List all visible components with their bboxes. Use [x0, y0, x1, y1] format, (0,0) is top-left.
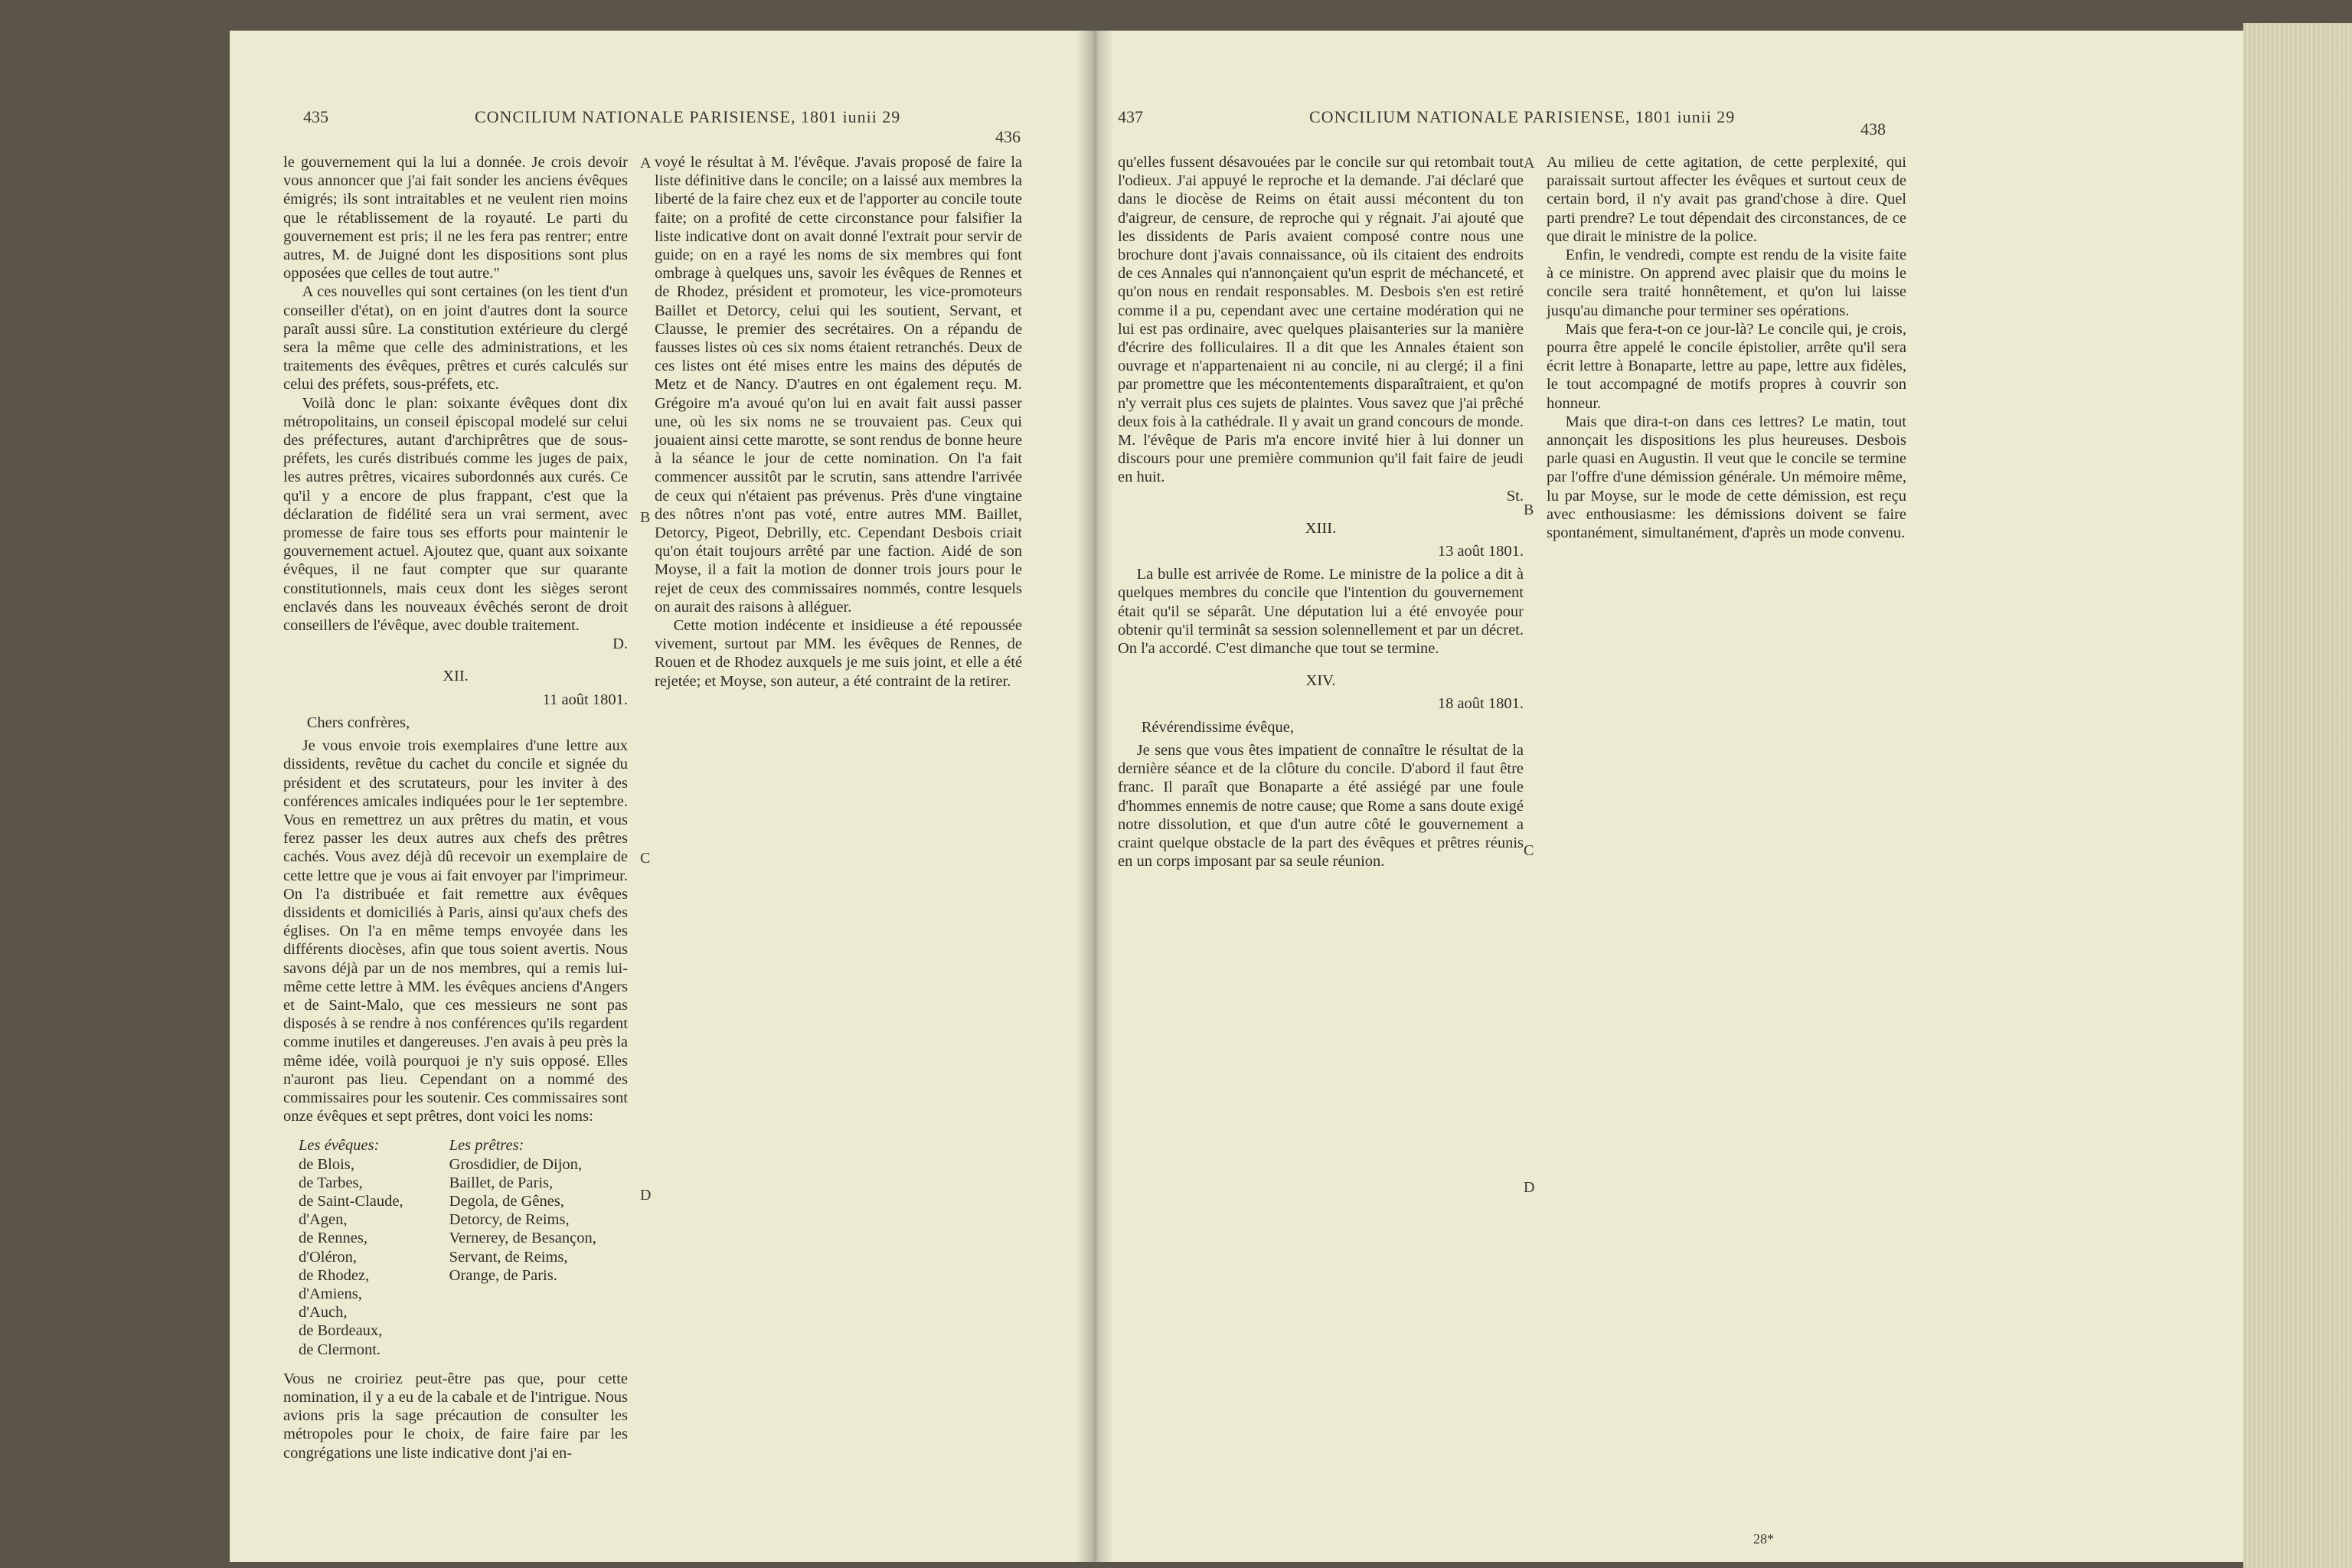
salutation: Révérendissime évêque, — [1141, 718, 1294, 736]
list-item: d'Auch, — [299, 1304, 348, 1321]
list-item: de Bordeaux, — [299, 1322, 383, 1340]
paragraph: La bulle est arrivée de Rome. Le ministre de la police a dit à quelques membres du concile que l'intention du gouvernement était qu'il se séparât. Une députation lui a été envoyée pour obtenir qu'il terminât sa session solennellement et par un décret. On l'a accordé. C'est dimanche que tout se termine. — [1118, 566, 1524, 658]
signature: St. — [1506, 487, 1524, 505]
list-item: Vernerey, de Besançon, — [449, 1230, 596, 1247]
margin-letter-c: C — [1524, 842, 1534, 859]
list-item: de Rennes, — [299, 1230, 368, 1247]
section-heading-xii: XII. — [443, 668, 469, 685]
paragraph: A ces nouvelles qui sont certaines (on les tient d'un conseiller d'état), on en joint d'autres dont la source paraît aussi sûre. La constitution extérieure du clergé sera la même que celle des administrations, et les traitements des évêques, prêtres et curés calculés sur celui des préfets, sous-préfets, etc. — [283, 283, 628, 394]
list-item: Servant, de Reims, — [449, 1248, 568, 1266]
section-heading-xiv: XIV. — [1305, 672, 1336, 690]
left-page — [230, 31, 1095, 1562]
right-page — [1095, 31, 2243, 1562]
list-item: d'Agen, — [299, 1211, 348, 1229]
page-number-437: 437 — [1118, 107, 1143, 126]
column-437 — [1118, 153, 1524, 871]
priests-heading: Les prêtres: — [449, 1137, 524, 1155]
running-head-left: CONCILIUM NATIONALE PARISIENSE, 1801 iunii 29 — [475, 107, 901, 126]
letter-date: 11 août 1801. — [542, 691, 628, 708]
list-item: de Tarbes, — [299, 1174, 363, 1191]
list-item: Orange, de Paris. — [449, 1266, 557, 1284]
list-item: Degola, de Gênes, — [449, 1192, 564, 1210]
paragraph: Vous ne croiriez peut-être pas que, pour cette nomination, il y a eu de la cabale et de l'intrigue. Nous avions pris la sage précaution de consulter les métropoles pour le choix, de faire faire par les congrégations une liste indicative dont j'ai en- — [283, 1370, 628, 1462]
margin-letter-d: D — [1524, 1179, 1535, 1196]
page-number-435: 435 — [303, 107, 328, 126]
margin-letter-d: D — [640, 1187, 652, 1204]
margin-letter-a: A — [640, 155, 652, 172]
paragraph: Mais que fera-t-on ce jour-là? Le concile qui, je crois, pourra être appelé le concile épistolier, arrête qu'il sera écrit lettre à Bonaparte, lettre au pape, lettre aux fidèles, le tout accompagné de motifs propres à couvrir son honneur. — [1547, 320, 1906, 412]
column-436 — [655, 153, 1022, 691]
margin-letter-c: C — [640, 850, 651, 867]
letter-date: 13 août 1801. — [1437, 543, 1524, 560]
list-item: de Blois, — [299, 1155, 354, 1173]
list-item: de Saint-Claude, — [299, 1192, 403, 1210]
book-gutter — [1076, 31, 1114, 1562]
paragraph: Au milieu de cette agitation, de cette perplexité, qui paraissait surtout affecter les évêques et surtout ceux de certain bord, il n'y avait pas grand'chose à dire. Quel parti prendre? Le tout dépendait des circonstances, de ce que dirait le ministre de la police. — [1547, 154, 1906, 245]
margin-letter-a: A — [1524, 155, 1535, 172]
list-item: d'Oléron, — [299, 1248, 357, 1266]
paragraph: Je vous envoie trois exemplaires d'une lettre aux dissidents, revêtue du cachet du concile et signée du président et des scrutateurs, pour les inviter à des conférences amicales indiquées pour le 1er septembre. Vous en remettrez un aux prêtres du matin, et vous ferez passer les deux autres aux chefs des prêtres cachés. Vous avez déjà dû recevoir un exemplaire de cette lettre que je vous ai fait envoyer par l'imprimeur. On l'a distribuée et fait remettre aux évêques dissidents et domiciliés à Paris, ainsi qu'aux chefs des églises. On l'a en même temps envoyée dans les différents diocèses, afin que tous soient avertis. Nous savons déjà par un de nos membres, qui a remis lui-même cette lettre à MM. les évêques anciens d'Angers et de Saint-Malo, que ces messieurs ne sont pas disposés à se rendre à nos conférences qu'ils regardent comme inutiles et dangereuses. J'en avais à peu près la même idée, voilà pourquoi je n'y suis opposé. Elles n'auront pas lieu. Cependant on a nommé des commissaires pour les soutenir. Ces commissaires sont onze évêques et sept prêtres, dont voici les noms: — [283, 737, 628, 1125]
list-item: d'Amiens, — [299, 1285, 362, 1302]
running-head-right: CONCILIUM NATIONALE PARISIENSE, 1801 iunii 29 — [1309, 107, 1736, 126]
signature-mark: 28* — [1753, 1531, 1774, 1547]
paragraph: voyé le résultat à M. l'évêque. J'avais proposé de faire la liste définitive dans le concile; on a laissé aux membres la liberté de la faire chez eux et de l'apporter au concile toute faite; on a profité de cette circonstance pour falsifier la liste indicative dont on avait donné l'extrait pour servir de guide; on en a rayé les noms de six membres qui font ombrage à quelques uns, savoir les évêques de Rennes et de Rhodez, président et promoteur, les vice-promoteurs Baillet et Detorcy, celui qui les soutient, Servant, et Clausse, le premier des secrétaires. On a répandu de fausses listes où ces six noms étaient retranchés. Deux de ces listes ont été mises entre les mains des députés de Metz et de Nancy. D'autres en ont également reçu. M. Grégoire m'a avoué qu'on lui en avait fait aussi passer une, où les six noms ne se trouvaient pas. Ceux qui jouaient ainsi cette marotte, se sont rendus de bonne heure à la séance le jour de cette nomination. On l'a fait commencer aussitôt par le scrutin, sans attendre l'arrivée de ceux qui n'étaient pas prévenus. Près d'une vingtaine des nôtres n'ont pas voté, entre autres MM. Baillet, Detorcy, Pigeot, Debrilly, etc. Cependant Desbois criait qu'on était toujours arrêté par une faction. Aidé de son Moyse, il a fait la motion de donner trois jours pour le rejet de ceux des commissaires nommés, contre lesquels on aurait des raisons à alléguer. — [655, 154, 1022, 616]
list-item: de Clermont. — [299, 1341, 381, 1358]
salutation: Chers confrères, — [306, 714, 410, 731]
list-item: Grosdidier, de Dijon, — [449, 1155, 583, 1173]
section-heading-xiii: XIII. — [1305, 519, 1337, 537]
paragraph: Mais que dira-t-on dans ces lettres? Le matin, tout annonçait les dispositions les plus heureuses. Desbois parle quasi en Augustin. Il veut que le concile se termine par l'offre d'une démission générale. Un mémoire même, lu par Moyse, sur le mode de cette démission, est reçu avec enthousiasme: les démissions doivent se faire spontanément, simultanément, d'après un mode convenu. — [1547, 413, 1906, 542]
paragraph: Voilà donc le plan: soixante évêques dont dix métropolitains, un conseil épiscopal modelé sur celui des préfectures, autant d'archiprêtres que de sous-préfets, les curés distribués comme les juges de paix, les autres prêtres, vicaires subordonnés aux curés. Ce qu'il y a encore de plus frappant, c'est que la déclaration de fidélité sera un vrai serment, avec promesse de faire tous ses efforts pour maintenir le gouvernement actuel. Ajoutez que, quant aux soixante évêques, il ne faut compter que sur quarante constitutionnels, mais ceux dont les sièges seront enclavés dans les nouveaux évêchés seront de droit conseillers de l'évêque, avec double traitement. — [283, 394, 628, 635]
bishops-heading: Les évêques: — [299, 1137, 380, 1155]
commissioners-list — [299, 1136, 628, 1358]
margin-letter-b: B — [640, 509, 651, 526]
paragraph: Cette motion indécente et insidieuse a été repoussée vivement, surtout par MM. les évêques de Rennes, de Rouen et de Rhodez auxquels je me suis joint, et elle a été rejetée; et Moyse, son auteur, a été contraint de la retirer. — [655, 617, 1022, 690]
paragraph: le gouvernement qui la lui a donnée. Je crois devoir vous annoncer que j'ai fait sonder les anciens évêques émigrés; ils sont intraitables et ne veulent rien moins que le rétablissement de la royauté. Le parti du gouvernement est pris; il ne les fera pas rentrer; entre autres, M. de Juigné dont les dispositions sont plus opposées que celles de tout autre." — [283, 154, 628, 283]
page-number-436: 436 — [995, 127, 1021, 146]
paragraph: Enfin, le vendredi, compte est rendu de la visite faite à ce ministre. On apprend avec plaisir que du moins le concile sera traité honnêtement, et qu'on lui laisse jusqu'au dimanche pour terminer ses opérations. — [1547, 247, 1906, 319]
column-438 — [1547, 153, 1906, 542]
signature: D. — [612, 635, 628, 653]
column-435 — [283, 153, 628, 1462]
page-number-438: 438 — [1860, 119, 1886, 139]
letter-date: 18 août 1801. — [1437, 695, 1524, 713]
priests-list — [449, 1136, 596, 1358]
margin-letter-b: B — [1524, 501, 1534, 518]
bishops-list — [299, 1136, 403, 1358]
list-item: de Rhodez, — [299, 1266, 370, 1284]
paragraph: Je sens que vous êtes impatient de connaître le résultat de la dernière séance et de la clôture du concile. D'abord il faut être franc. Il paraît que Bonaparte a été assiégé par une foule d'hommes ennemis de notre cause; que Rome a sans doute exigé notre dissolution, et que d'un autre côté le gouvernement a craint quelque obstacle de la part des évêques et prêtres réunis en un corps imposant par sa seule réunion. — [1118, 741, 1524, 871]
page-edges — [2243, 23, 2352, 1568]
list-item: Baillet, de Paris, — [449, 1174, 554, 1191]
list-item: Detorcy, de Reims, — [449, 1211, 570, 1229]
paragraph: qu'elles fussent désavouées par le concile sur qui retombait tout l'odieux. J'ai appuyé le reproche et la demande. J'ai déclaré que dans le diocèse de Reims on était aussi mécontent du ton d'aigreur, de censure, de reproche qui y régnait. J'ai ajouté que les dissidents de Paris avaient composé contre nous une brochure dont j'avais connaissance, où ils citaient des endroits de ces Annales qui n'annonçaient qu'un esprit de méchanceté, et qu'on nous en rendait responsables. M. Desbois s'en est retiré comme il a pu, cependant avec une certaine modération qui ne lui est pas ordinaire, avec quelques plaisanteries sur la manière d'écrire des folliculaires. Il a dit que les Annales étaient son ouvrage et n'appartenaient ni au concile, ni au clergé; il a fini par promettre que les mécontentements disparaîtraient, et qu'on n'y verrait plus ces sujets de plaintes. Vous savez que j'ai prêché deux fois à la cathédrale. Il y avait un grand concours de monde. M. l'évêque de Paris m'a encore invité hier à lui donner un discours pour une première communion qu'il fait faire de jeudi en huit. — [1118, 154, 1524, 486]
